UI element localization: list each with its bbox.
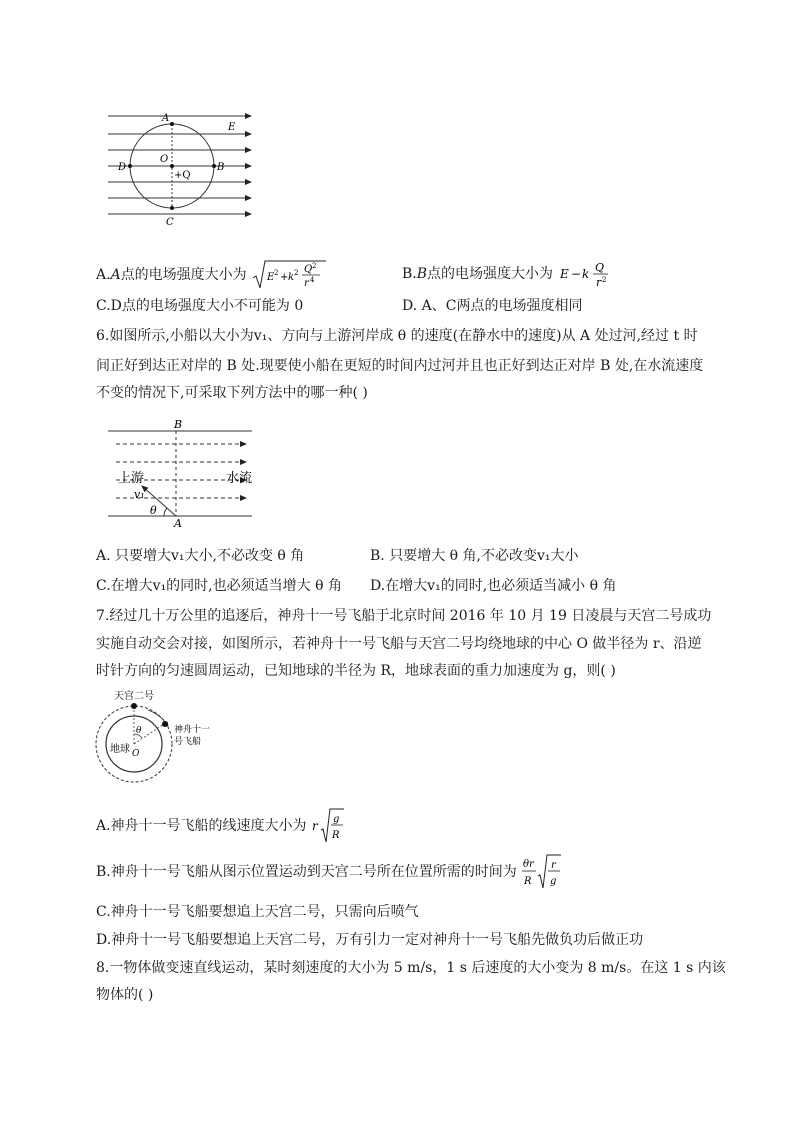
label-a: A [162,113,170,124]
q7-stem-line-1: 7.经过几十万公里的追逐后，神舟十一号飞船于北京时间 2016 年 10 月 19 日凌晨与天宫二号成功 [96,608,712,624]
q6-option-b[interactable]: B. 只要增大 θ 角,不必改变v₁大小 [370,548,579,564]
formula-sqrt-e2-k2q2-r4 [251,258,327,292]
label-theta: θ [136,726,142,736]
svg-text:2: 2 [312,262,317,270]
q5-option-a[interactable]: A.A点的电场强度大小为 E 2 + k 2 Q 2 r 4 [96,258,327,292]
label-o: O [132,749,140,759]
formula-e-minus-kq-r2 [558,258,616,290]
q8-stem-line-1: 8.一物体做变速直线运动，某时刻速度的大小为 5 m/s，1 s 后速度的大小变为 8 m/s。在这 1 s 内该 [96,960,726,976]
svg-text:2: 2 [274,269,279,277]
svg-text:−: − [570,267,581,281]
svg-text:θr: θr [523,859,535,870]
label-o: O [160,154,169,165]
svg-text:r: r [304,278,309,289]
label-c: C [166,217,174,228]
label-e: E [228,122,236,133]
svg-text:R: R [332,830,340,841]
label-a: A [174,517,182,528]
svg-text:r: r [312,819,318,833]
q6-option-c[interactable]: C.在增大v₁的同时,也必须适当增大 θ 角 [96,578,342,594]
svg-text:k: k [581,267,589,281]
q6-stem-line-1: 6.如图所示,小船以大小为v₁、方向与上游河岸成 θ 的速度(在静水中的速度)从 A 处过河,经过 t 时 [96,328,698,344]
label-shenzhou-1: 神舟十一 [174,725,211,735]
svg-text:k: k [288,272,295,283]
q5-option-d[interactable]: D. A、C两点的电场强度相同 [402,298,583,314]
formula-theta-r-over-r-sqrt-r-over-g [521,852,563,892]
svg-text:2: 2 [294,269,299,277]
svg-text:Q: Q [594,261,604,274]
svg-text:E: E [559,267,569,281]
q6-stem-line-3: 不变的情况下,可采取下列方法中的哪一种( ) [96,385,368,401]
q5-option-b[interactable]: B.B点的电场强度大小为 E − k Q r 2 [402,258,616,290]
label-b: B [174,418,183,431]
river-crossing-figure [106,416,256,528]
label-upstream: 上游 [118,471,145,486]
label-earth: 地球 [110,744,130,755]
svg-text:Q: Q [304,264,313,275]
svg-text:g: g [333,814,340,825]
q7-option-b[interactable]: B.神舟十一号飞船从图示位置运动到天宫二号所在位置所需的时间为 θr R r g [96,852,563,892]
q7-option-a[interactable]: A.神舟十一号飞船的线速度大小为 r g R [96,806,345,846]
q7-option-c[interactable]: C.神舟十一号飞船要想追上天宫二号，只需向后喷气 [96,904,419,920]
label-tiangong: 天宫二号 [114,691,154,702]
svg-text:+: + [280,272,289,283]
label-d: D [118,162,127,173]
svg-text:g: g [550,876,557,887]
label-v1: v₁ [134,488,145,501]
svg-text:2: 2 [601,276,606,284]
label-shenzhou-2: 号飞船 [174,737,202,747]
q7-stem-line-3: 时针方向的匀速圆周运动，已知地球的半径为 R，地球表面的重力加速度为 g，则( ) [96,663,616,679]
q6-option-d[interactable]: D.在增大v₁的同时,也必须适当减小 θ 角 [370,578,617,594]
label-theta: θ [150,504,157,517]
formula-r-sqrt-g-over-r [311,806,345,846]
svg-text:r: r [551,860,556,871]
svg-text:4: 4 [310,276,315,284]
q5-option-c[interactable]: C.D点的电场强度大小不可能为 0 [96,298,304,314]
q6-option-a[interactable]: A. 只要增大v₁大小,不必改变 θ 角 [96,548,305,564]
label-q: +Q [174,170,191,181]
svg-text:E: E [267,272,275,283]
q7-option-d[interactable]: D.神舟十一号飞船要想追上天宫二号，万有引力一定对神舟十一号飞船先做负功后做正功 [96,932,644,948]
label-water-flow: 水流 [226,471,253,486]
q8-stem-line-2: 物体的( ) [96,987,154,1003]
svg-text:R: R [524,876,532,887]
svg-text:r: r [595,276,601,289]
q6-stem-line-2: 间正好到达正对岸的 B 处.现要使小船在更短的时间内过河并且也正好到达正对岸 B 处,在水流速度 [96,358,704,374]
orbit-figure [92,686,232,786]
electric-field-figure [106,108,256,230]
q7-stem-line-2: 实施自动交会对接，如图所示，若神舟十一号飞船与天宫二号均绕地球的中心 O 做半径为 r、沿逆 [96,636,702,652]
label-b: B [217,162,225,173]
